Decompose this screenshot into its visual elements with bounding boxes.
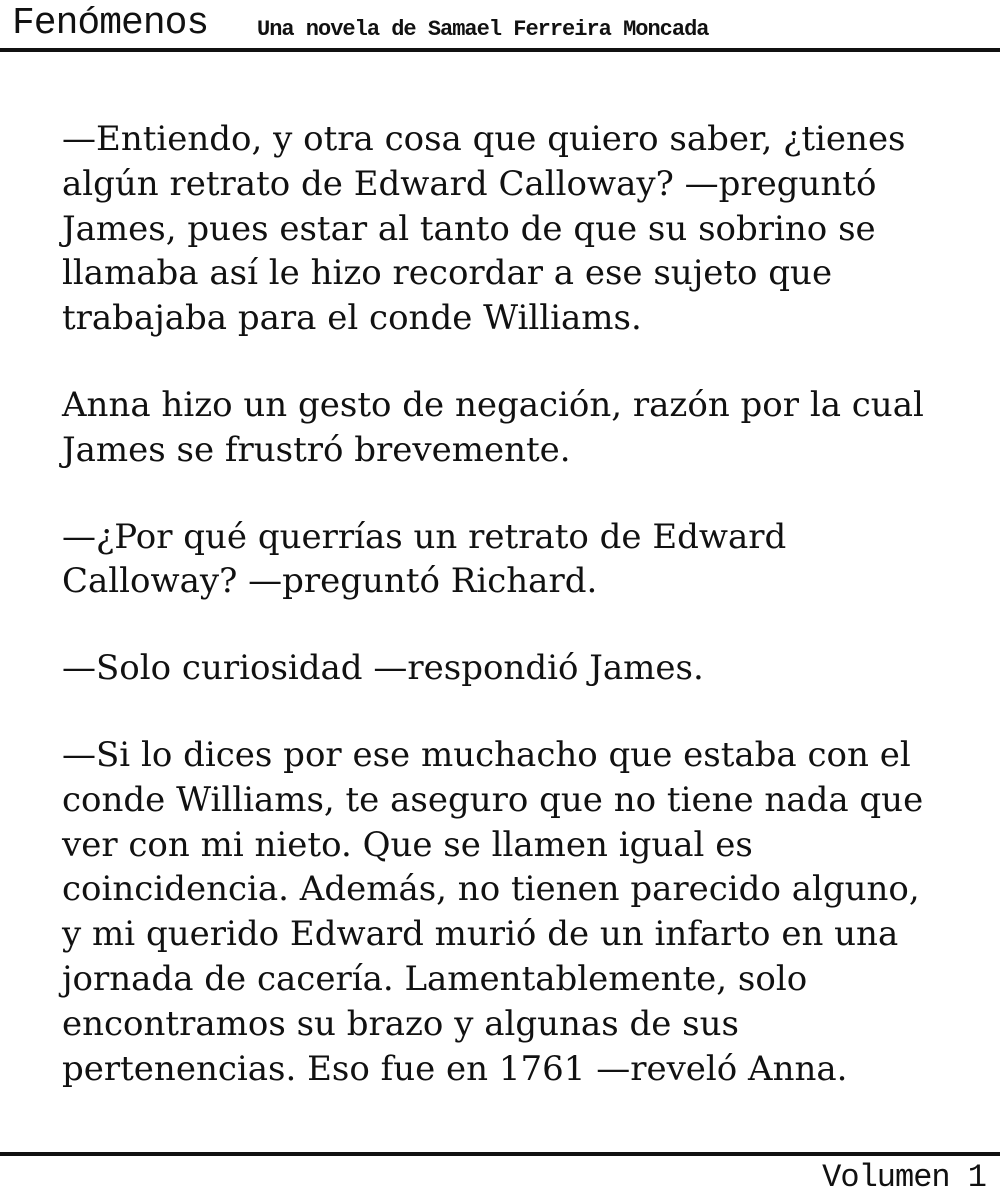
paragraph <box>62 515 962 605</box>
text-line: —Solo curiosidad —respondió James. <box>62 648 704 689</box>
text-line: ver con mi nieto. Que se llamen igual es <box>62 824 753 865</box>
text-line: encontramos su brazo y algunas de sus <box>62 1003 739 1044</box>
book-subtitle: Una novela de Samael Ferreira Moncada <box>257 17 709 42</box>
paragraph <box>62 733 962 1091</box>
text-line: James se frustró brevemente. <box>62 429 571 470</box>
text-line: llamaba así le hizo recordar a ese sujeto que <box>62 253 833 294</box>
page-header <box>0 0 1000 52</box>
text-line: Anna hizo un gesto de negación, razón por la cual <box>62 384 924 425</box>
text-line: trabajaba para el conde Williams. <box>62 298 642 339</box>
paragraph <box>62 117 962 341</box>
text-line: pertenencias. Eso fue en 1761 —reveló Anna. <box>62 1048 848 1089</box>
text-line: Calloway? —preguntó Richard. <box>62 561 598 602</box>
text-line: —¿Por qué querrías un retrato de Edward <box>62 516 787 557</box>
book-title: Fenómenos <box>12 2 209 45</box>
paragraph <box>62 383 962 473</box>
text-line: —Entiendo, y otra cosa que quiero saber, ¿tienes <box>62 119 906 159</box>
text-line: James, pues estar al tanto de que su sobrino se <box>62 208 876 249</box>
page-footer <box>0 1152 1000 1200</box>
text-line: y mi querido Edward murió de un infarto en una <box>62 914 899 955</box>
text-line: jornada de cacería. Lamentablemente, solo <box>62 958 808 999</box>
text-line: conde Williams, te aseguro que no tiene nada que <box>62 779 924 820</box>
text-line: —Si lo dices por ese muchacho que estaba con el <box>62 734 911 775</box>
volume-label: Volumen 1 <box>822 1159 986 1196</box>
page-body <box>62 117 962 1133</box>
paragraph <box>62 646 962 691</box>
text-line: algún retrato de Edward Calloway? —preguntó <box>62 163 877 204</box>
text-line: coincidencia. Además, no tienen parecido alguno, <box>62 869 920 910</box>
